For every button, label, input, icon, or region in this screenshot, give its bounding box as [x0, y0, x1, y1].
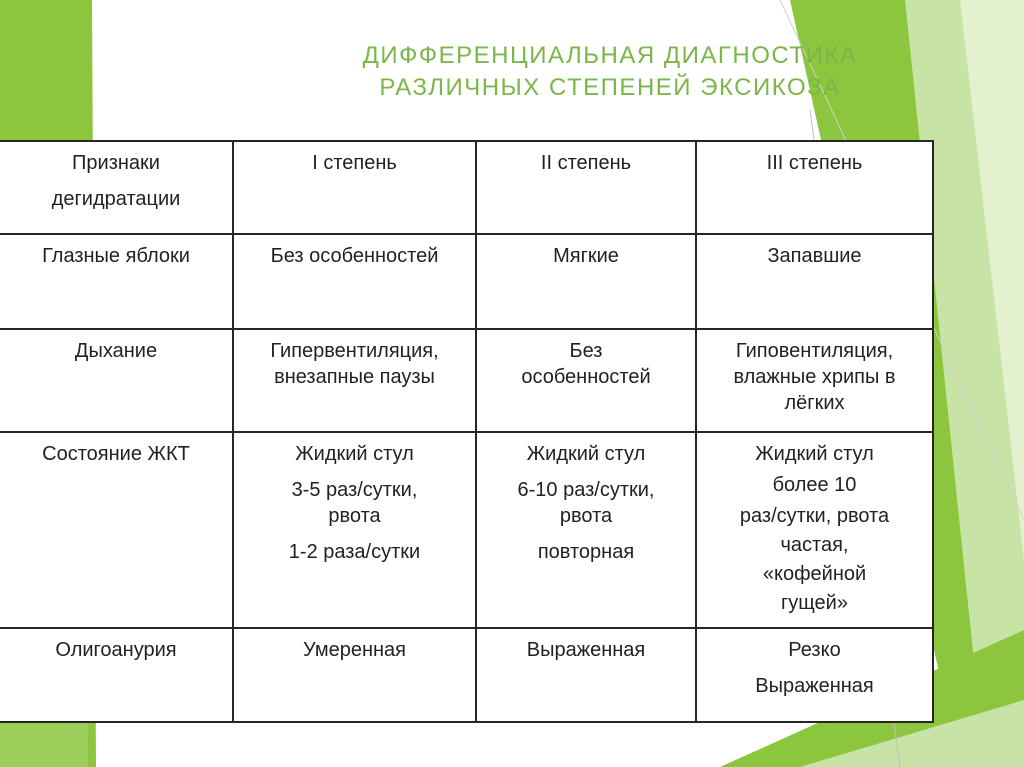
- header-cell-degree-1: I степень: [233, 141, 476, 234]
- cell-eyeballs-degree-3: Запавшие: [696, 234, 933, 329]
- header-cell-signs: Признаки дегидратации: [0, 141, 233, 234]
- table-header-row: [0, 141, 933, 234]
- cell-eyeballs-degree-1: Без особенностей: [233, 234, 476, 329]
- cell-breathing-degree-1: Гипервентиляция, внезапные паузы: [233, 329, 476, 432]
- cell-breathing-degree-2: Без особенностей: [476, 329, 696, 432]
- row-label-oliguria: Олигоанурия: [0, 628, 233, 722]
- row-label-breathing: Дыхание: [0, 329, 233, 432]
- cell-gi-degree-1: Жидкий стул 3-5 раз/сутки, рвота 1-2 раза/сутки: [233, 432, 476, 628]
- cell-gi-degree-2: Жидкий стул 6-10 раз/сутки, рвота повторная: [476, 432, 696, 628]
- title-line-1: ДИФФЕРЕНЦИАЛЬНАЯ ДИАГНОСТИКА: [362, 42, 858, 69]
- header-cell-degree-3: III степень: [696, 141, 933, 234]
- cell-eyeballs-degree-2: Мягкие: [476, 234, 696, 329]
- cell-oliguria-degree-2: Выраженная: [476, 628, 696, 722]
- table-row-breathing: [0, 329, 933, 432]
- row-label-gi-state: Состояние ЖКТ: [0, 432, 233, 628]
- cell-oliguria-degree-1: Умеренная: [233, 628, 476, 722]
- table-row-oliguria: [0, 628, 933, 722]
- diagnostic-table: [0, 140, 934, 723]
- cell-breathing-degree-3: Гиповентиляция, влажные хрипы в лёгких: [696, 329, 933, 432]
- cell-gi-degree-3: Жидкий стул более 10 раз/сутки, рвота частая, «кофейной гущей»: [696, 432, 933, 628]
- table-row-gi-state: [0, 432, 933, 628]
- page-title: [290, 40, 930, 104]
- title-line-2: РАЗЛИЧНЫХ СТЕПЕНЕЙ ЭКСИКОЗА: [379, 74, 841, 101]
- row-label-eyeballs: Глазные яблоки: [0, 234, 233, 329]
- header-cell-degree-2: II степень: [476, 141, 696, 234]
- cell-oliguria-degree-3: Резко Выраженная: [696, 628, 933, 722]
- table-row-eyeballs: [0, 234, 933, 329]
